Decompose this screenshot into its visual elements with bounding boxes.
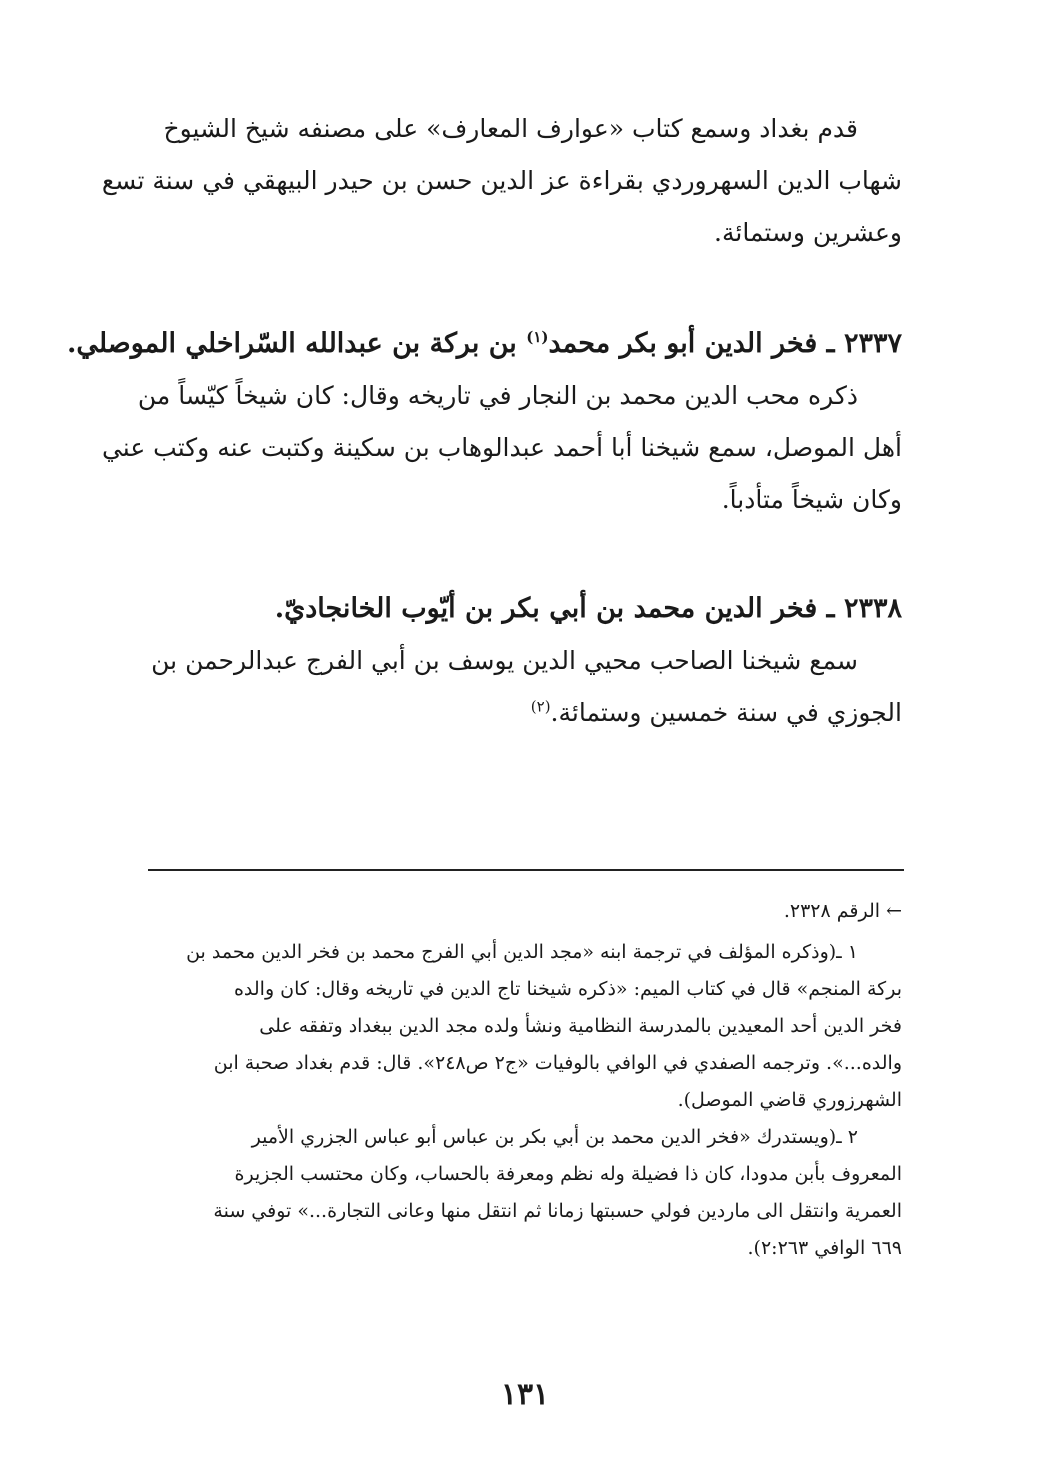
entry-heading: ٢٣٣٨ ـ فخر الدين محمد بن أبي بكر بن أيّوب الخانجاديّ. xyxy=(274,593,902,624)
body-line: قدم بغداد وسمع كتاب «عوارف المعارف» على مصنفه شيخ الشيوخ xyxy=(163,114,858,143)
page-number: ١٣١ xyxy=(500,1377,550,1412)
footnote-line: الشهرزوري قاضي الموصل). xyxy=(677,1089,902,1111)
body-line xyxy=(146,687,902,739)
entry-2338 xyxy=(146,583,902,739)
body-line: سمع شيخنا الصاحب محيي الدين يوسف بن أبي الفرج عبدالرحمن بن xyxy=(151,646,858,675)
footnote-line: بركة المنجم» قال في كتاب الميم: «ذكره شيخنا تاج الدين في تاريخه وقال: كان والده xyxy=(233,978,902,1000)
entry-2337 xyxy=(66,318,902,526)
heading-text: ٢٣٣٧ ـ فخر الدين أبو بكر محمد xyxy=(548,328,902,359)
body-line: ذكره محب الدين محمد بن النجار في تاريخه وقال: كان شيخاً كيّساً من xyxy=(137,381,858,410)
footnote-continuation: ← الرقم ٢٣٢٨. xyxy=(783,900,902,922)
footnote-ref-1: (١) xyxy=(526,328,549,346)
body-line: أهل الموصل، سمع شيخنا أبا أحمد عبدالوهاب بن سكينة وكتبت عنه وكتب عني xyxy=(101,433,902,462)
body-line: شهاب الدين السهروردي بقراءة عز الدين حسن بن حيدر البيهقي في سنة تسع xyxy=(101,166,902,195)
footnotes xyxy=(146,893,902,1267)
footnote-line: العمرية وانتقل الى ماردين فولي حسبتها زمانا ثم انتقل منها وعانى التجارة...» توفي سنة xyxy=(213,1200,902,1222)
footnote-line: ١ ـ(وذكره المؤلف في ترجمة ابنه «مجد الدين أبي الفرج محمد بن فخر الدين محمد بن xyxy=(186,941,858,963)
body-text: الجوزي في سنة خمسين وستمائة. xyxy=(550,698,902,727)
footnote-line: والده...». وترجمه الصفدي في الوافي بالوفيات «ج٢ ص٢٤٨». قال: قدم بغداد صحبة ابن xyxy=(213,1052,902,1074)
footnote-ref-2: (٢) xyxy=(530,697,551,716)
footnote-separator xyxy=(148,869,904,871)
footnote-2 xyxy=(146,1119,902,1267)
footnote-1 xyxy=(146,934,902,1119)
footnote-line: ٦٦٩ الوافي ٢:٢٦٣). xyxy=(747,1237,902,1259)
footnote-line: ٢ ـ(ويستدرك «فخر الدين محمد بن أبي بكر بن عباس أبو عباس الجزري الأمير xyxy=(251,1126,858,1148)
heading-text: بن بركة بن عبدالله السّراخلي الموصلي. xyxy=(66,328,527,359)
body-line: وعشرين وستمائة. xyxy=(714,218,902,247)
footnote-line: المعروف بأبن مدودا، كان ذا فضيلة وله نظم ومعرفة بالحساب، وكان محتسب الجزيرة xyxy=(234,1163,902,1185)
entry-heading xyxy=(66,318,902,370)
body-line: وكان شيخاً متأدباً. xyxy=(721,485,902,514)
footnote-line: فخر الدين أحد المعيدين بالمدرسة النظامية ونشأ ولده مجد الدين ببغداد وتفقه على xyxy=(259,1015,902,1037)
entry-2336-continuation xyxy=(101,103,902,259)
